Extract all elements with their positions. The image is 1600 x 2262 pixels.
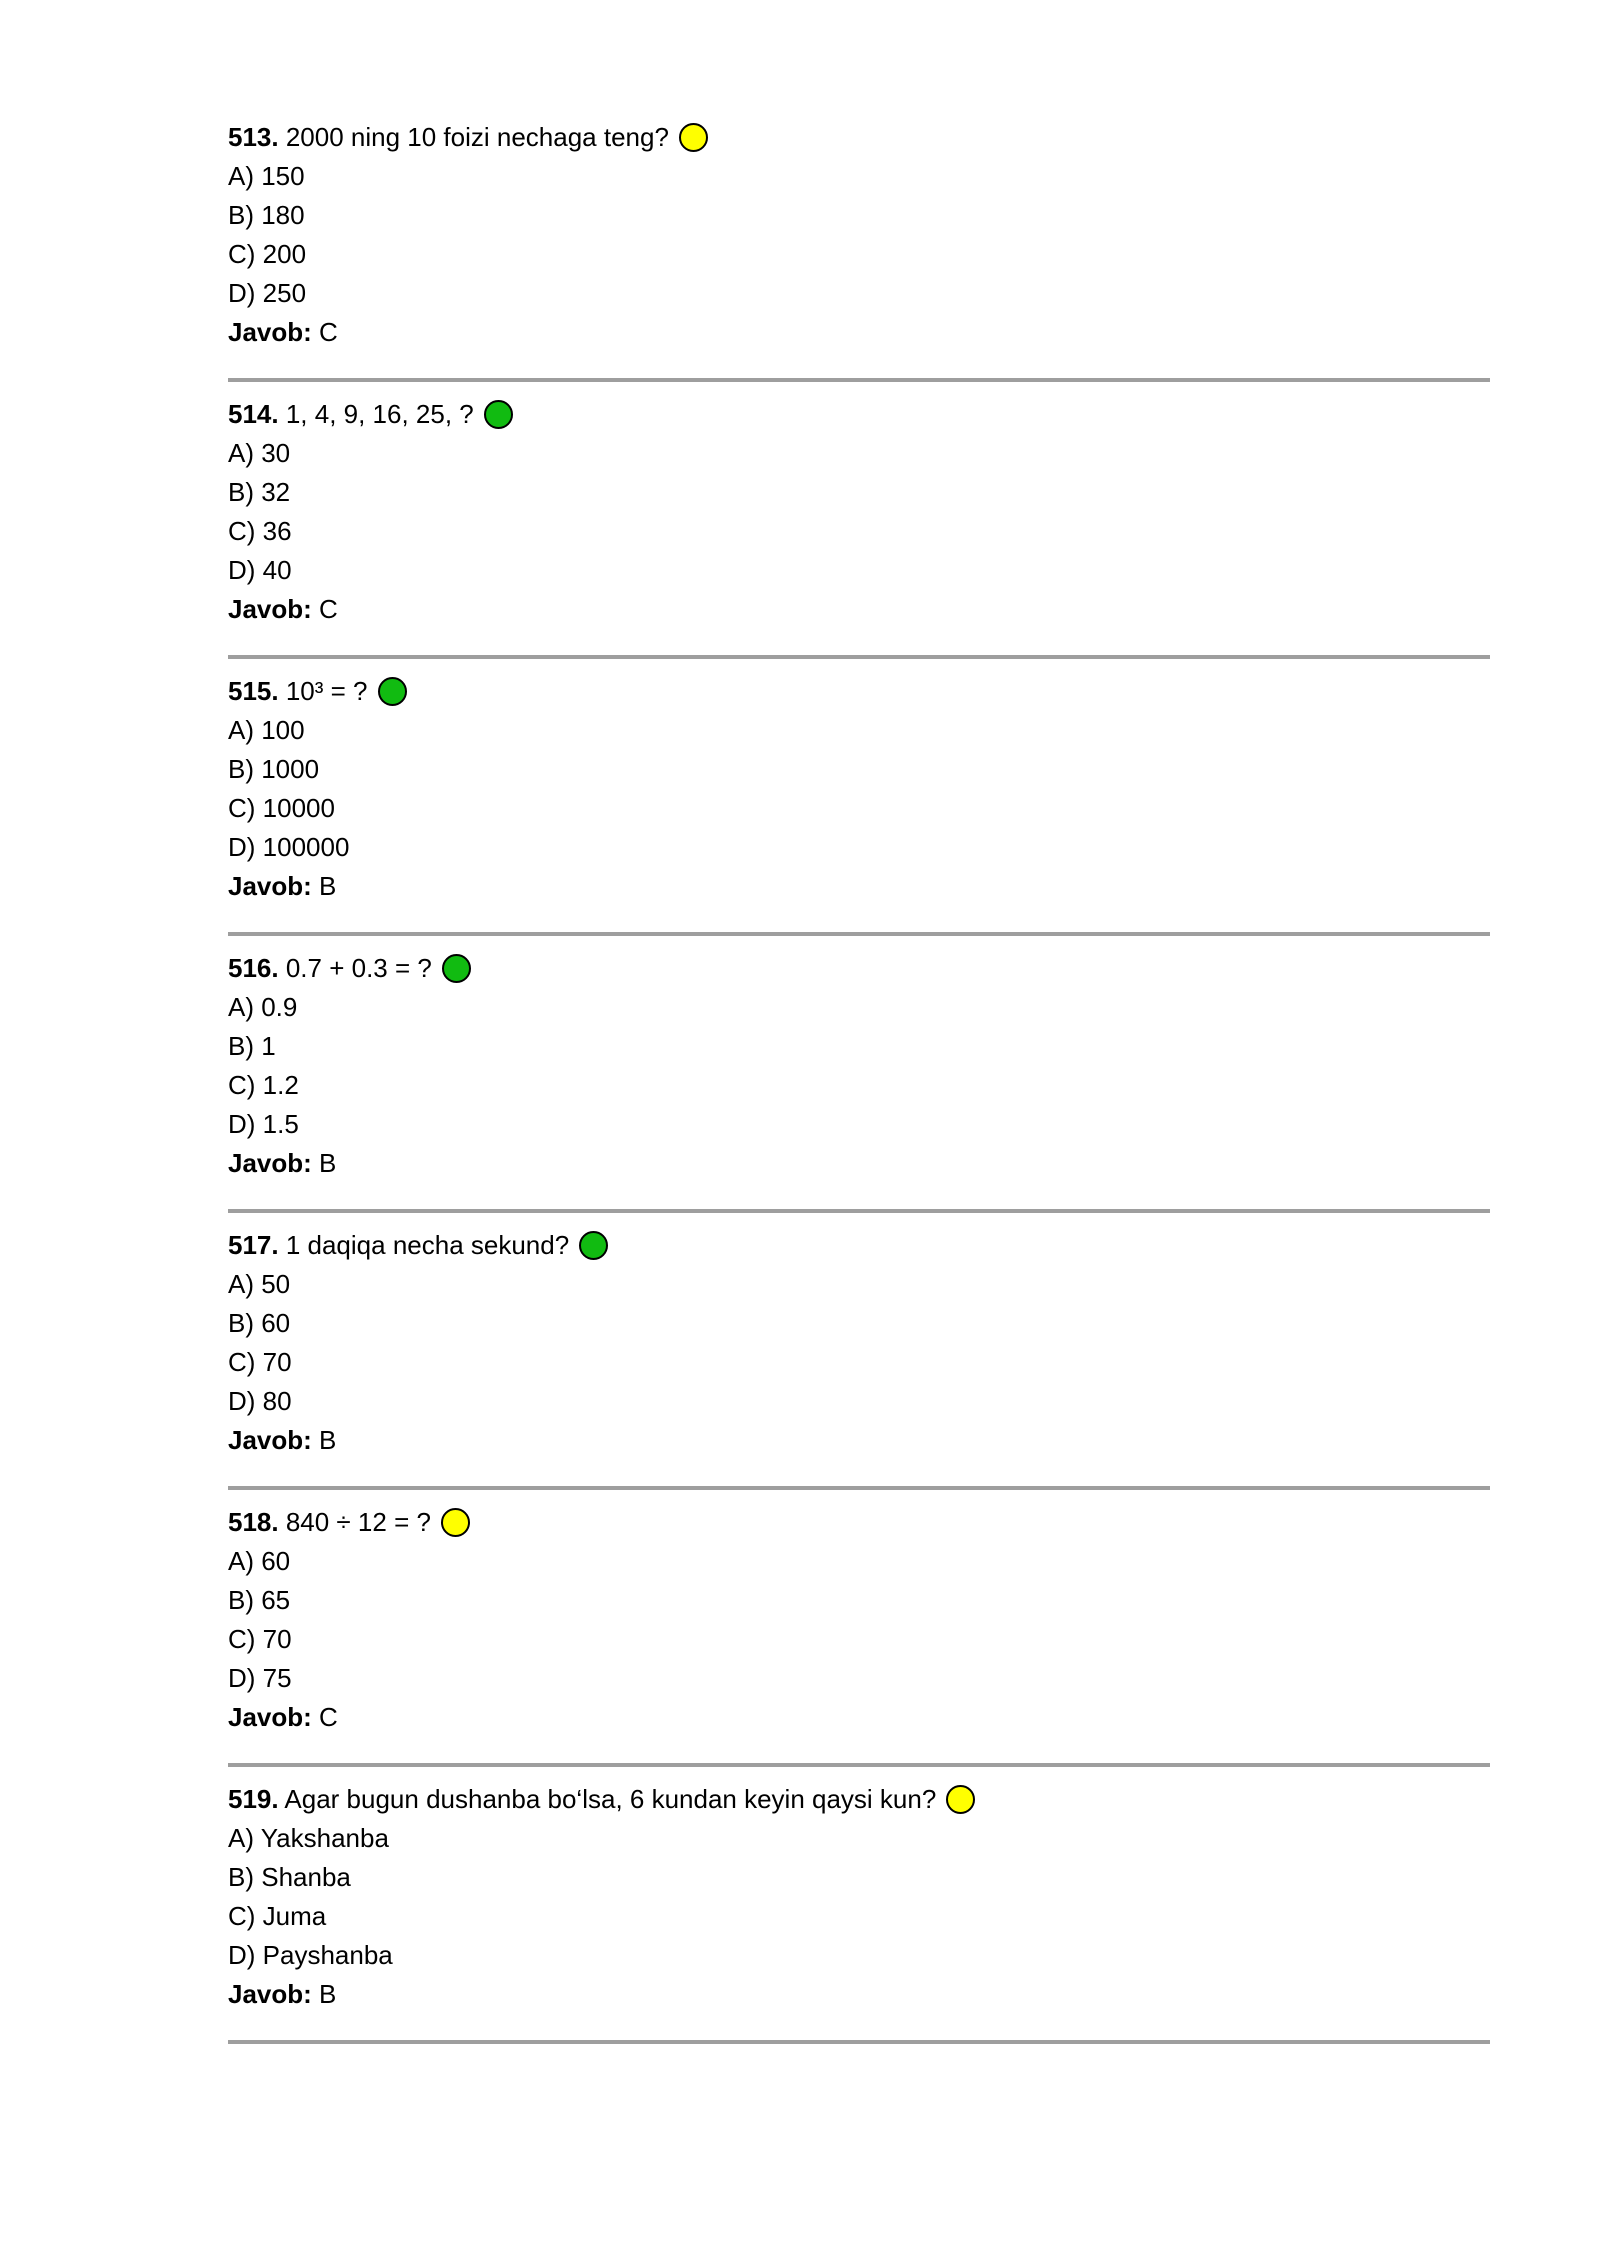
- question-line: [228, 949, 1490, 988]
- question-block: [228, 672, 1490, 949]
- divider: [228, 1763, 1490, 1767]
- option-b: B) 1000: [228, 754, 320, 784]
- answer-line: [228, 867, 1490, 906]
- option-a: A) 60: [228, 1546, 291, 1576]
- option-b: B) 60: [228, 1308, 291, 1338]
- answer-label: Javob:: [228, 1979, 312, 2009]
- option-d: D) 1.5: [228, 1109, 299, 1139]
- difficulty-circle-icon: [579, 1231, 608, 1260]
- answer-line: [228, 590, 1490, 629]
- question-number: 514.: [228, 399, 279, 429]
- option-d: D) 100000: [228, 832, 350, 862]
- option-c: C) 10000: [228, 793, 335, 823]
- question-text: 1 daqiqa necha sekund?: [278, 1230, 570, 1260]
- option-b: B) 32: [228, 477, 291, 507]
- question-line: [228, 1780, 1490, 1819]
- question-text: 2000 ning 10 foizi nechaga teng?: [278, 122, 669, 152]
- answer-value: C: [311, 1702, 338, 1732]
- divider: [228, 1209, 1490, 1213]
- difficulty-circle-icon: [442, 954, 471, 983]
- option-b: B) 1: [228, 1031, 276, 1061]
- option-d: D) 250: [228, 278, 307, 308]
- question-number: 519.: [228, 1784, 279, 1814]
- question-number: 518.: [228, 1507, 279, 1537]
- divider: [228, 655, 1490, 659]
- answer-label: Javob:: [228, 594, 312, 624]
- question-text: 0.7 + 0.3 = ?: [278, 953, 432, 983]
- difficulty-circle-icon: [946, 1785, 975, 1814]
- question-block: [228, 1226, 1490, 1503]
- option-c: C) 200: [228, 239, 307, 269]
- question-text: 840 ÷ 12 = ?: [278, 1507, 431, 1537]
- difficulty-circle-icon: [679, 123, 708, 152]
- question-text: Agar bugun dushanba bo‘lsa, 6 kundan keyin qaysi kun?: [278, 1784, 937, 1814]
- divider: [228, 378, 1490, 382]
- divider: [228, 2040, 1490, 2044]
- question-number: 513.: [228, 122, 279, 152]
- answer-value: B: [311, 1148, 337, 1178]
- answer-value: B: [311, 871, 337, 901]
- option-a: A) 100: [228, 715, 305, 745]
- answer-value: B: [311, 1979, 337, 2009]
- answer-line: [228, 1975, 1490, 2014]
- difficulty-circle-icon: [378, 677, 407, 706]
- answer-label: Javob:: [228, 871, 312, 901]
- divider: [228, 1486, 1490, 1490]
- question-text: 10³ = ?: [278, 676, 368, 706]
- question-block: [228, 118, 1490, 395]
- answer-line: [228, 1421, 1490, 1460]
- answer-value: C: [311, 594, 338, 624]
- question-number: 516.: [228, 953, 279, 983]
- option-b: B) 180: [228, 200, 305, 230]
- question-line: [228, 118, 1490, 157]
- option-c: C) 36: [228, 516, 292, 546]
- option-b: B) Shanba: [228, 1862, 351, 1892]
- option-d: D) Payshanba: [228, 1940, 393, 1970]
- option-c: C) 70: [228, 1347, 292, 1377]
- question-number: 515.: [228, 676, 279, 706]
- answer-line: [228, 313, 1490, 352]
- question-block: [228, 395, 1490, 672]
- answer-line: [228, 1698, 1490, 1737]
- question-line: [228, 395, 1490, 434]
- option-a: A) 150: [228, 161, 305, 191]
- question-line: [228, 672, 1490, 711]
- answer-label: Javob:: [228, 1148, 312, 1178]
- divider: [228, 932, 1490, 936]
- option-b: B) 65: [228, 1585, 291, 1615]
- option-a: A) 0.9: [228, 992, 298, 1022]
- option-d: D) 40: [228, 555, 292, 585]
- difficulty-circle-icon: [484, 400, 513, 429]
- difficulty-circle-icon: [441, 1508, 470, 1537]
- answer-label: Javob:: [228, 1425, 312, 1455]
- option-a: A) Yakshanba: [228, 1823, 389, 1853]
- question-block: [228, 1503, 1490, 1780]
- question-number: 517.: [228, 1230, 279, 1260]
- question-line: [228, 1226, 1490, 1265]
- question-list: [228, 118, 1490, 2057]
- question-text: 1, 4, 9, 16, 25, ?: [278, 399, 474, 429]
- question-block: [228, 949, 1490, 1226]
- answer-value: B: [311, 1425, 337, 1455]
- option-d: D) 80: [228, 1386, 292, 1416]
- option-c: C) Juma: [228, 1901, 327, 1931]
- option-c: C) 1.2: [228, 1070, 299, 1100]
- question-line: [228, 1503, 1490, 1542]
- option-a: A) 50: [228, 1269, 291, 1299]
- option-c: C) 70: [228, 1624, 292, 1654]
- answer-label: Javob:: [228, 317, 312, 347]
- option-a: A) 30: [228, 438, 291, 468]
- option-d: D) 75: [228, 1663, 292, 1693]
- answer-label: Javob:: [228, 1702, 312, 1732]
- answer-value: C: [311, 317, 338, 347]
- question-block: [228, 1780, 1490, 2057]
- answer-line: [228, 1144, 1490, 1183]
